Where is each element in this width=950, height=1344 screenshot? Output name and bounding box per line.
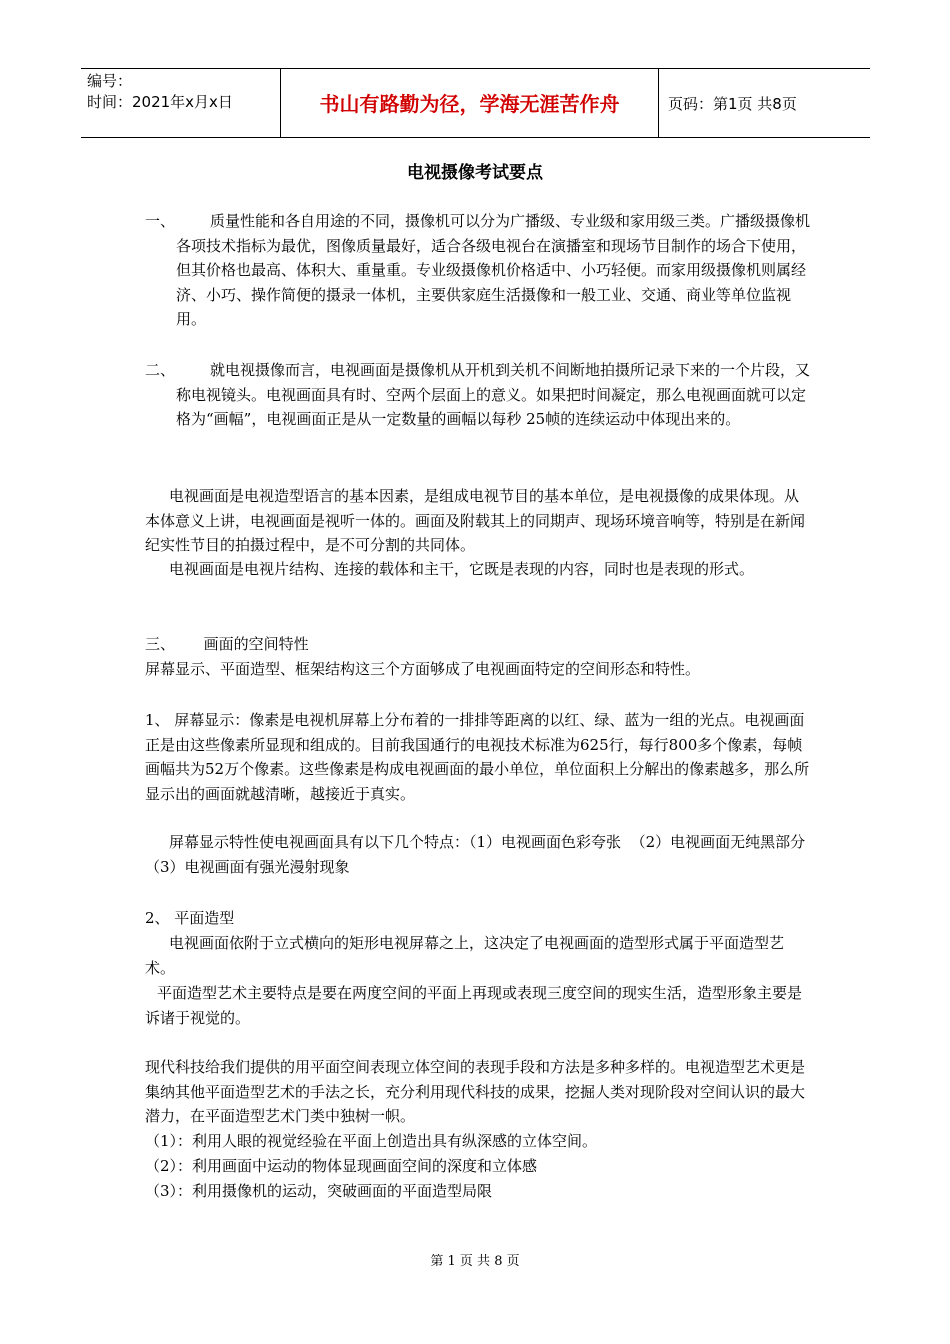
section-number: 二、 bbox=[145, 361, 176, 379]
page-header bbox=[81, 68, 870, 138]
header-motto: 书山有路勤为径，学海无涯苦作舟 bbox=[319, 92, 620, 116]
section-2 bbox=[145, 358, 810, 432]
date-label: 时间：2021年x月x日 bbox=[87, 93, 233, 111]
section-1 bbox=[145, 209, 810, 332]
document-title: 电视摄像考试要点 bbox=[407, 163, 543, 183]
paragraph: 电视画面是电视造型语言的基本因素，是组成电视节目的基本单位，是电视摄像的成果体现。从本体意义上讲，电视画面是视听一体的。画面及附载其上的同期声、现场环境音响等，特别是在新闻纪实性节目的拍摄过程中，是不可分割的共同体。 bbox=[145, 487, 806, 554]
header-divider bbox=[658, 69, 659, 137]
paragraph: 电视画面是电视片结构、连接的载体和主干，它既是表现的内容，同时也是表现的形式。 bbox=[169, 560, 755, 578]
header-meta bbox=[87, 71, 275, 113]
serial-label: 编号： bbox=[87, 72, 133, 90]
header-page-info: 页码：第1页 共8页 bbox=[668, 95, 797, 113]
page-footer: 第 1 页 共 8 页 bbox=[430, 1254, 520, 1269]
paragraph: 现代科技给我们提供的用平面空间表现立体空间的表现手段和方法是多种多样的。电视造型艺术更是集纳其他平面造型艺术的手法之长，充分利用现代科技的成果，挖掘人类对现阶段对空间认识的最大潜力，在平面造型艺术门类中独树一帜。 bbox=[145, 1058, 806, 1125]
subsection-heading: 2、 平面造型 bbox=[145, 909, 235, 927]
paragraph: 电视画面依附于立式横向的矩形电视屏幕之上，这决定了电视画面的造型形式属于平面造型艺术。 bbox=[145, 934, 785, 977]
section-text: 就电视摄像而言，电视画面是摄像机从开机到关机不间断地拍摄所记录下来的一个片段，又称电视镜头。电视画面具有时、空两个层面上的意义。如果把时间凝定，那么电视画面就可以定格为“画幅”，电视画面正是从一定数量的画幅以每秒 25帧的连续运动中体现出来的。 bbox=[176, 361, 811, 428]
paragraph: 平面造型艺术主要特点是要在两度空间的平面上再现或表现三度空间的现实生活，造型形象主要是诉诸于视觉的。 bbox=[145, 984, 803, 1027]
list-item: （1）：利用人眼的视觉经验在平面上创造出具有纵深感的立体空间。 bbox=[145, 1132, 598, 1150]
section-number: 一、 bbox=[145, 212, 176, 230]
section-3-heading: 三、 画面的空间特性 bbox=[145, 635, 309, 653]
list-item: （2）：利用画面中运动的物体显现画面空间的深度和立体感 bbox=[145, 1157, 538, 1175]
subsection-screen-display: 1、 屏幕显示：像素是电视机屏幕上分布着的一排排等距离的以红、绿、蓝为一组的光点。电视画面正是由这些像素所显现和组成的。目前我国通行的电视技术标准为625行，每行800多个像素，每帧画幅共为52万个像素。这些像素是构成电视画面的最小单位，单位面积上分解出的像素越多，那么所显示出的画面就越清晰，越接近于真实。 bbox=[145, 711, 810, 803]
list-item: （3）：利用摄像机的运动，突破画面的平面造型局限 bbox=[145, 1182, 493, 1200]
paragraph: 屏幕显示特性使电视画面具有以下几个特点：（1）电视画面色彩夸张 （2）电视画面无纯黑部分 （3）电视画面有强光漫射现象 bbox=[145, 833, 820, 876]
section-text: 质量性能和各自用途的不同，摄像机可以分为广播级、专业级和家用级三类。广播级摄像机各项技术指标为最优，图像质量最好，适合各级电视台在演播室和现场节目制作的场合下使用，但其价格也最高、体积大、重量重。专业级摄像机价格适中、小巧轻便。而家用级摄像机则属经济、小巧、操作简便的摄录一体机，主要供家庭生活摄像和一般工业、交通、商业等单位监视用。 bbox=[176, 212, 811, 328]
paragraph: 屏幕显示、平面造型、框架结构这三个方面够成了电视画面特定的空间形态和特性。 bbox=[145, 660, 701, 678]
